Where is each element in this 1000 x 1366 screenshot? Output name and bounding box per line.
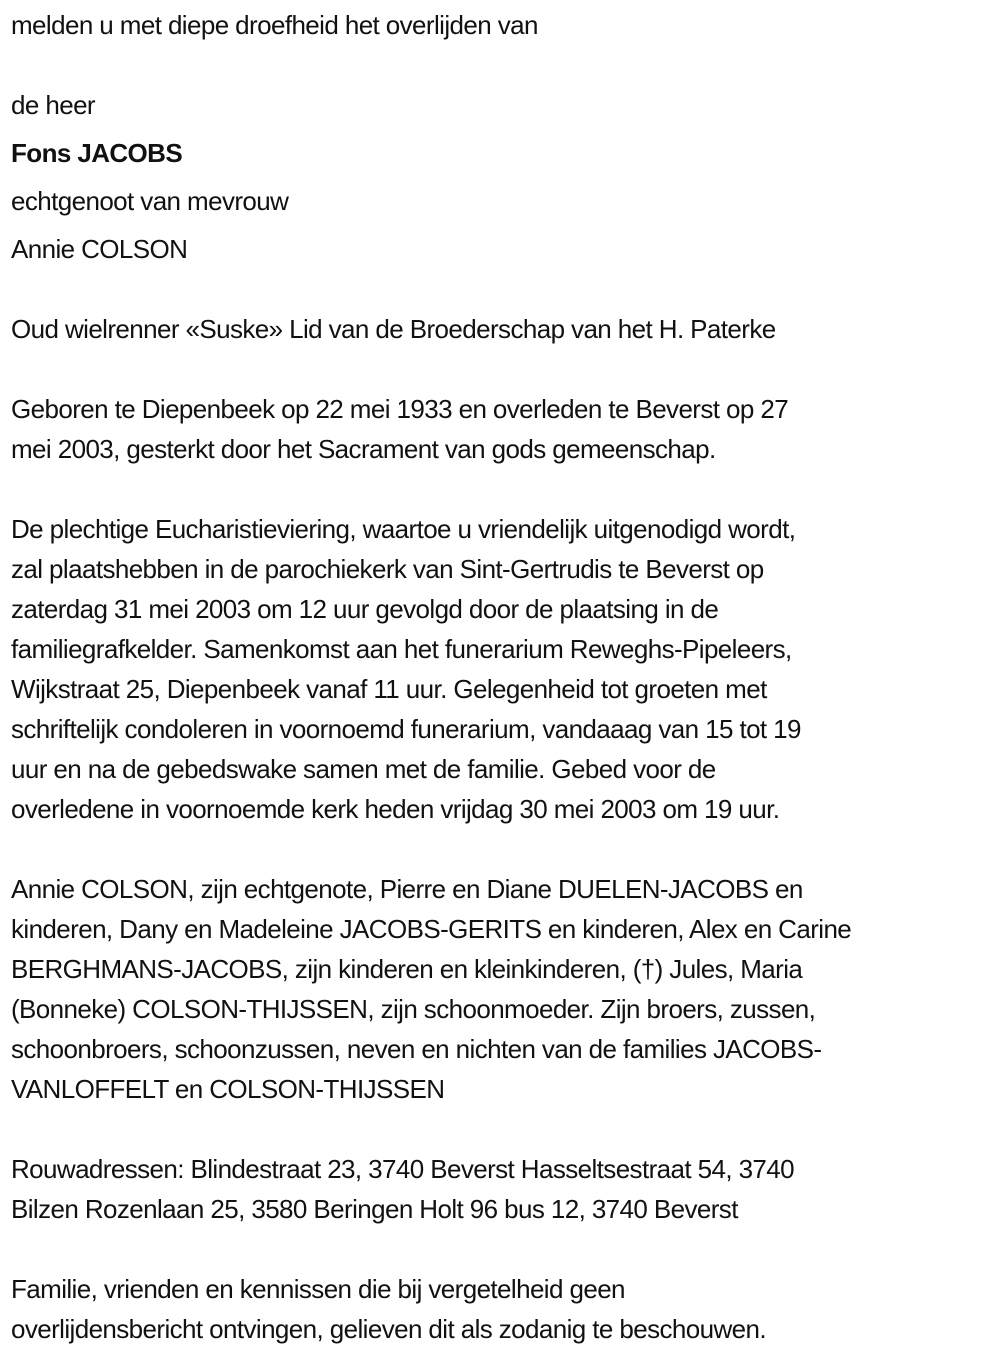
paragraph-line: Geboren te Diepenbeek op 22 mei 1933 en overleden te Beverst op 27 bbox=[11, 394, 789, 424]
deceased-name: Fons JACOBS bbox=[11, 138, 183, 168]
paragraph-line: (Bonneke) COLSON-THIJSSEN, zijn schoonmoeder. Zijn broers, zussen, bbox=[11, 994, 816, 1024]
spouse-name: Annie COLSON bbox=[11, 234, 188, 264]
paragraph-line: Rouwadressen: Blindestraat 23, 3740 Beverst Hasseltsestraat 54, 3740 bbox=[11, 1154, 795, 1184]
paragraph-line: zaterdag 31 mei 2003 om 12 uur gevolgd door de plaatsing in de bbox=[11, 594, 719, 624]
salutation: de heer bbox=[11, 90, 95, 120]
spouse-label: echtgenoot van mevrouw bbox=[11, 186, 289, 216]
paragraph-line: schriftelijk condoleren in voornoemd funerarium, vandaaag van 15 tot 19 bbox=[11, 714, 801, 744]
paragraph-line: schoonbroers, schoonzussen, neven en nichten van de families JACOBS- bbox=[11, 1034, 822, 1064]
paragraph-line: Bilzen Rozenlaan 25, 3580 Beringen Holt 96 bus 12, 3740 Beverst bbox=[11, 1194, 738, 1224]
paragraph-line: overlijdensbericht ontvingen, gelieven dit als zodanig te beschouwen. bbox=[11, 1314, 767, 1344]
paragraph-line: familiegrafkelder. Samenkomst aan het funerarium Reweghs-Pipeleers, bbox=[11, 634, 792, 664]
paragraph-line: BERGHMANS-JACOBS, zijn kinderen en kleinkinderen, (†) Jules, Maria bbox=[11, 954, 803, 984]
paragraph-line: overledene in voornoemde kerk heden vrijdag 30 mei 2003 om 19 uur. bbox=[11, 794, 780, 824]
paragraph-line: uur en na de gebedswake samen met de familie. Gebed voor de bbox=[11, 754, 716, 784]
paragraph-line: Wijkstraat 25, Diepenbeek vanaf 11 uur. Gelegenheid tot groeten met bbox=[11, 674, 767, 704]
paragraph-line: Familie, vrienden en kennissen die bij vergetelheid geen bbox=[11, 1274, 625, 1304]
description: Oud wielrenner «Suske» Lid van de Broederschap van het H. Paterke bbox=[11, 314, 776, 344]
intro-text: melden u met diepe droefheid het overlijden van bbox=[11, 10, 538, 40]
paragraph-line: zal plaatshebben in de parochiekerk van Sint-Gertrudis te Beverst op bbox=[11, 554, 764, 584]
paragraph-line: mei 2003, gesterkt door het Sacrament van gods gemeenschap. bbox=[11, 434, 716, 464]
paragraph-line: Annie COLSON, zijn echtgenote, Pierre en Diane DUELEN-JACOBS en bbox=[11, 874, 803, 904]
paragraph-line: VANLOFFELT en COLSON-THIJSSEN bbox=[11, 1074, 445, 1104]
paragraph-line: kinderen, Dany en Madeleine JACOBS-GERITS en kinderen, Alex en Carine bbox=[11, 914, 852, 944]
paragraph-line: De plechtige Eucharistieviering, waartoe u vriendelijk uitgenodigd wordt, bbox=[11, 514, 796, 544]
